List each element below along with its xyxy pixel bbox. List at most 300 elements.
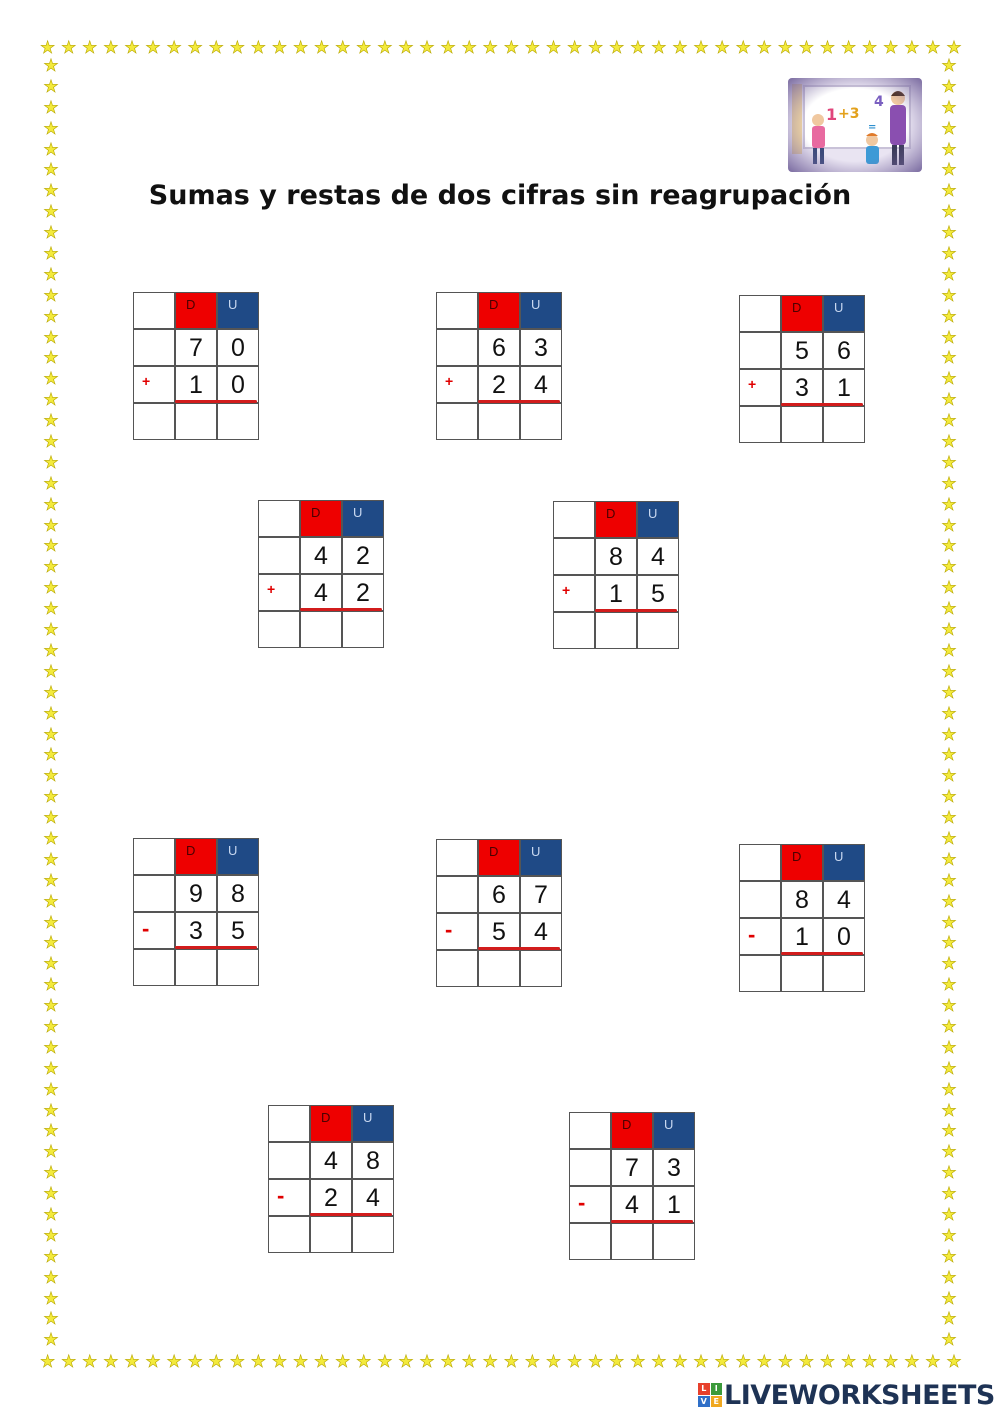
star-icon: ★ (735, 37, 751, 58)
star-icon: ★ (798, 1351, 815, 1372)
star-icon: ★ (941, 452, 957, 473)
star-icon: ★ (43, 56, 59, 76)
star-icon: ★ (43, 369, 59, 390)
star-icon: ★ (314, 37, 330, 58)
badge-letter: I (711, 1383, 723, 1395)
star-icon: ★ (43, 264, 59, 285)
star-icon: ★ (43, 118, 59, 139)
units-header: U (653, 1112, 695, 1149)
top-units-digit: 4 (823, 881, 865, 918)
answer-units-input[interactable] (637, 612, 679, 649)
empty-cell (133, 838, 175, 875)
star-icon: ★ (398, 37, 414, 58)
empty-cell (436, 876, 478, 913)
star-icon: ★ (798, 37, 815, 58)
tens-header: D (300, 500, 342, 537)
top-units-digit: 4 (637, 538, 679, 575)
empty-cell (258, 537, 300, 574)
star-icon: ★ (693, 1351, 709, 1372)
star-icon: ★ (503, 37, 519, 58)
star-icon: ★ (941, 724, 957, 745)
star-icon: ★ (588, 1351, 604, 1372)
star-icon: ★ (545, 1351, 562, 1372)
star-icon: ★ (43, 933, 59, 954)
answer-tens-input[interactable] (175, 949, 217, 986)
star-icon: ★ (941, 1267, 957, 1288)
empty-cell (258, 500, 300, 537)
operation-grid (739, 295, 865, 440)
star-icon: ★ (187, 37, 203, 58)
star-icon: ★ (314, 1351, 330, 1372)
star-icon: ★ (208, 37, 224, 58)
star-icon: ★ (941, 1204, 957, 1225)
star-icon: ★ (440, 1351, 456, 1372)
star-border-left (40, 58, 62, 1350)
top-units-digit: 3 (520, 329, 562, 366)
star-icon: ★ (43, 1163, 59, 1184)
top-units-digit: 0 (217, 329, 259, 366)
top-tens-digit: 9 (175, 875, 217, 912)
star-icon: ★ (43, 390, 59, 411)
empty-cell (268, 1216, 310, 1253)
answer-units-input[interactable] (520, 403, 562, 440)
star-icon: ★ (941, 766, 957, 787)
star-icon: ★ (777, 1351, 793, 1372)
result-line (300, 608, 382, 611)
star-icon: ★ (43, 348, 59, 369)
plus-sign: + (133, 366, 175, 403)
bottom-units-digit: 1 (653, 1186, 695, 1223)
empty-cell (133, 292, 175, 329)
star-icon: ★ (883, 1351, 899, 1372)
answer-units-input[interactable] (352, 1216, 394, 1253)
star-icon: ★ (43, 870, 59, 891)
bottom-tens-digit: 3 (175, 912, 217, 949)
answer-tens-input[interactable] (175, 403, 217, 440)
answer-tens-input[interactable] (478, 950, 520, 987)
top-tens-digit: 6 (478, 876, 520, 913)
star-icon: ★ (145, 1351, 161, 1372)
operation-grid (268, 1105, 394, 1250)
star-icon: ★ (941, 599, 957, 620)
star-icon: ★ (61, 1351, 77, 1372)
star-border-bottom (40, 1351, 962, 1373)
tens-header: D (595, 501, 637, 538)
star-icon: ★ (271, 37, 288, 58)
answer-tens-input[interactable] (595, 612, 637, 649)
star-icon: ★ (43, 849, 59, 870)
star-icon: ★ (941, 118, 957, 139)
star-icon: ★ (941, 369, 957, 390)
star-icon: ★ (43, 557, 59, 578)
empty-cell (133, 403, 175, 440)
star-icon: ★ (941, 578, 957, 599)
star-icon: ★ (145, 37, 161, 58)
empty-cell (436, 839, 478, 876)
tens-header: D (310, 1105, 352, 1142)
star-icon: ★ (43, 536, 59, 557)
star-icon: ★ (941, 1079, 957, 1100)
bottom-units-digit: 5 (217, 912, 259, 949)
star-icon: ★ (43, 1330, 59, 1351)
empty-cell (739, 844, 781, 881)
answer-tens-input[interactable] (300, 611, 342, 648)
star-icon: ★ (103, 37, 119, 58)
tens-header: D (781, 295, 823, 332)
empty-cell (436, 403, 478, 440)
star-icon: ★ (941, 828, 957, 849)
star-icon: ★ (941, 1121, 957, 1142)
star-icon: ★ (377, 1351, 393, 1372)
star-icon: ★ (941, 891, 957, 912)
star-icon: ★ (43, 76, 59, 97)
star-icon: ★ (356, 37, 372, 58)
star-icon: ★ (43, 432, 59, 453)
star-icon: ★ (941, 56, 957, 76)
star-icon: ★ (43, 244, 59, 265)
top-units-digit: 8 (352, 1142, 394, 1179)
empty-cell (553, 612, 595, 649)
star-icon: ★ (941, 202, 957, 223)
star-icon: ★ (40, 1351, 56, 1372)
minus-sign: - (739, 918, 781, 955)
bottom-tens-digit: 1 (781, 918, 823, 955)
star-icon: ★ (335, 37, 351, 58)
star-icon: ★ (756, 37, 772, 58)
star-icon: ★ (672, 1351, 688, 1372)
star-icon: ★ (941, 536, 957, 557)
star-icon: ★ (61, 37, 77, 58)
tens-header: D (175, 292, 217, 329)
star-icon: ★ (941, 808, 957, 829)
plus-sign: + (436, 366, 478, 403)
badge-letter: L (698, 1383, 710, 1395)
top-tens-digit: 7 (611, 1149, 653, 1186)
top-units-digit: 7 (520, 876, 562, 913)
empty-cell (268, 1142, 310, 1179)
star-icon: ★ (292, 1351, 309, 1372)
empty-cell (739, 332, 781, 369)
star-icon: ★ (862, 1351, 878, 1372)
star-border-top (40, 37, 962, 59)
answer-units-input[interactable] (342, 611, 384, 648)
star-icon: ★ (43, 620, 59, 641)
star-icon: ★ (43, 599, 59, 620)
star-icon: ★ (43, 1121, 59, 1142)
star-icon: ★ (941, 223, 957, 244)
empty-cell (133, 875, 175, 912)
bottom-units-digit: 1 (823, 369, 865, 406)
star-icon: ★ (941, 432, 957, 453)
star-icon: ★ (941, 390, 957, 411)
star-icon: ★ (419, 1351, 435, 1372)
operation-grid (133, 292, 259, 437)
result-line (595, 609, 677, 612)
star-icon: ★ (941, 1163, 957, 1184)
star-icon: ★ (292, 37, 309, 58)
star-icon: ★ (43, 202, 59, 223)
answer-units-input[interactable] (823, 955, 865, 992)
star-icon: ★ (335, 1351, 351, 1372)
tens-header: D (478, 839, 520, 876)
liveworksheets-logo (698, 1378, 995, 1412)
star-icon: ★ (43, 1309, 59, 1330)
star-icon: ★ (941, 620, 957, 641)
star-icon: ★ (819, 1351, 836, 1372)
star-icon: ★ (229, 37, 245, 58)
star-icon: ★ (377, 37, 393, 58)
star-icon: ★ (946, 1351, 962, 1372)
star-icon: ★ (941, 1058, 957, 1079)
star-icon: ★ (840, 1351, 857, 1372)
tens-header: D (611, 1112, 653, 1149)
star-icon: ★ (941, 348, 957, 369)
star-icon: ★ (651, 1351, 667, 1372)
answer-units-input[interactable] (217, 949, 259, 986)
empty-cell (569, 1223, 611, 1260)
empty-cell (258, 611, 300, 648)
star-icon: ★ (124, 37, 140, 58)
star-icon: ★ (566, 1351, 583, 1372)
answer-units-input[interactable] (520, 950, 562, 987)
plus-sign: + (553, 575, 595, 612)
answer-tens-input[interactable] (310, 1216, 352, 1253)
top-tens-digit: 8 (595, 538, 637, 575)
star-icon: ★ (946, 37, 962, 58)
teacher-board-icon (788, 78, 922, 172)
liveworksheets-badge-icon (698, 1383, 722, 1407)
top-tens-digit: 4 (300, 537, 342, 574)
bottom-units-digit: 5 (637, 575, 679, 612)
star-icon: ★ (524, 1351, 541, 1372)
star-icon: ★ (862, 37, 878, 58)
bottom-tens-digit: 1 (175, 366, 217, 403)
result-line (781, 952, 863, 955)
answer-units-input[interactable] (823, 406, 865, 443)
star-icon: ★ (43, 411, 59, 432)
star-icon: ★ (43, 327, 59, 348)
top-units-digit: 6 (823, 332, 865, 369)
result-line (611, 1220, 693, 1223)
answer-tens-input[interactable] (781, 406, 823, 443)
star-icon: ★ (43, 452, 59, 473)
top-tens-digit: 5 (781, 332, 823, 369)
star-icon: ★ (166, 37, 182, 58)
star-icon: ★ (941, 327, 957, 348)
answer-tens-input[interactable] (478, 403, 520, 440)
star-icon: ★ (43, 1204, 59, 1225)
star-icon: ★ (82, 1351, 98, 1372)
star-icon: ★ (941, 557, 957, 578)
star-icon: ★ (672, 37, 688, 58)
star-icon: ★ (187, 1351, 203, 1372)
star-icon: ★ (941, 1246, 957, 1267)
operation-grid (739, 844, 865, 989)
star-icon: ★ (941, 515, 957, 536)
star-icon: ★ (941, 996, 957, 1017)
result-line (175, 946, 257, 949)
star-icon: ★ (735, 1351, 751, 1372)
star-icon: ★ (43, 1246, 59, 1267)
result-line (478, 400, 560, 403)
page-title: Sumas y restas de dos cifras sin reagrupación (148, 180, 852, 211)
bottom-units-digit: 2 (342, 574, 384, 611)
operation-grid (436, 839, 562, 984)
star-icon: ★ (43, 745, 59, 766)
star-icon: ★ (941, 1309, 957, 1330)
star-icon: ★ (941, 160, 957, 181)
star-icon: ★ (883, 37, 899, 58)
star-icon: ★ (250, 1351, 267, 1372)
star-icon: ★ (941, 139, 957, 160)
star-icon: ★ (941, 954, 957, 975)
units-header: U (342, 500, 384, 537)
star-icon: ★ (941, 285, 957, 306)
star-icon: ★ (419, 37, 435, 58)
result-line (310, 1213, 392, 1216)
star-icon: ★ (43, 703, 59, 724)
star-icon: ★ (941, 264, 957, 285)
star-icon: ★ (43, 1288, 59, 1309)
star-icon: ★ (43, 640, 59, 661)
star-icon: ★ (941, 1184, 957, 1205)
star-icon: ★ (43, 1142, 59, 1163)
tens-header: D (175, 838, 217, 875)
bottom-tens-digit: 1 (595, 575, 637, 612)
star-icon: ★ (609, 37, 625, 58)
star-icon: ★ (756, 1351, 772, 1372)
star-border-right (938, 58, 960, 1350)
star-icon: ★ (43, 223, 59, 244)
star-icon: ★ (43, 578, 59, 599)
bottom-units-digit: 4 (520, 366, 562, 403)
empty-cell (436, 329, 478, 366)
operation-grid (569, 1112, 695, 1257)
star-icon: ★ (43, 285, 59, 306)
star-icon: ★ (43, 1079, 59, 1100)
star-icon: ★ (941, 473, 957, 494)
result-line (175, 400, 257, 403)
top-tens-digit: 7 (175, 329, 217, 366)
operation-grid (258, 500, 384, 645)
empty-cell (569, 1112, 611, 1149)
star-icon: ★ (941, 76, 957, 97)
star-icon: ★ (103, 1351, 119, 1372)
bottom-tens-digit: 4 (611, 1186, 653, 1223)
bottom-units-digit: 4 (352, 1179, 394, 1216)
star-icon: ★ (461, 1351, 477, 1372)
star-icon: ★ (941, 661, 957, 682)
star-icon: ★ (43, 494, 59, 515)
star-icon: ★ (941, 682, 957, 703)
star-icon: ★ (43, 975, 59, 996)
star-icon: ★ (941, 745, 957, 766)
units-header: U (823, 844, 865, 881)
star-icon: ★ (941, 494, 957, 515)
minus-sign: - (268, 1179, 310, 1216)
star-icon: ★ (777, 37, 793, 58)
star-icon: ★ (941, 1016, 957, 1037)
star-icon: ★ (941, 244, 957, 265)
star-icon: ★ (904, 1351, 920, 1372)
star-icon: ★ (941, 97, 957, 118)
star-icon: ★ (43, 1058, 59, 1079)
star-icon: ★ (630, 37, 646, 58)
empty-cell (133, 949, 175, 986)
empty-cell (553, 538, 595, 575)
star-icon: ★ (271, 1351, 288, 1372)
bottom-units-digit: 4 (520, 913, 562, 950)
top-tens-digit: 6 (478, 329, 520, 366)
star-icon: ★ (941, 1225, 957, 1246)
units-header: U (217, 292, 259, 329)
brand-name: LIVEWORKSHEETS (724, 1379, 995, 1411)
star-icon: ★ (43, 808, 59, 829)
star-icon: ★ (43, 1267, 59, 1288)
star-icon: ★ (566, 37, 583, 58)
star-icon: ★ (461, 37, 477, 58)
star-icon: ★ (43, 306, 59, 327)
star-icon: ★ (941, 933, 957, 954)
star-icon: ★ (43, 473, 59, 494)
star-icon: ★ (166, 1351, 182, 1372)
answer-tens-input[interactable] (611, 1223, 653, 1260)
units-header: U (823, 295, 865, 332)
minus-sign: - (133, 912, 175, 949)
star-icon: ★ (651, 37, 667, 58)
star-icon: ★ (40, 37, 56, 58)
star-icon: ★ (714, 37, 730, 58)
units-header: U (352, 1105, 394, 1142)
minus-sign: - (436, 913, 478, 950)
empty-cell (569, 1149, 611, 1186)
minus-sign: - (569, 1186, 611, 1223)
top-units-digit: 3 (653, 1149, 695, 1186)
star-icon: ★ (941, 1330, 957, 1351)
star-icon: ★ (82, 37, 98, 58)
empty-cell (739, 406, 781, 443)
empty-cell (739, 881, 781, 918)
units-header: U (217, 838, 259, 875)
star-icon: ★ (43, 996, 59, 1017)
star-icon: ★ (941, 703, 957, 724)
star-icon: ★ (43, 891, 59, 912)
bottom-tens-digit: 4 (300, 574, 342, 611)
answer-units-input[interactable] (217, 403, 259, 440)
units-header: U (637, 501, 679, 538)
star-icon: ★ (43, 766, 59, 787)
star-icon: ★ (356, 1351, 372, 1372)
empty-cell (133, 329, 175, 366)
answer-tens-input[interactable] (781, 955, 823, 992)
star-icon: ★ (43, 787, 59, 808)
star-icon: ★ (941, 787, 957, 808)
empty-cell (739, 955, 781, 992)
tens-header: D (781, 844, 823, 881)
star-icon: ★ (482, 1351, 498, 1372)
units-header: U (520, 292, 562, 329)
top-units-digit: 8 (217, 875, 259, 912)
star-icon: ★ (941, 975, 957, 996)
bottom-tens-digit: 2 (310, 1179, 352, 1216)
star-icon: ★ (941, 849, 957, 870)
answer-units-input[interactable] (653, 1223, 695, 1260)
star-icon: ★ (43, 515, 59, 536)
star-icon: ★ (503, 1351, 519, 1372)
top-tens-digit: 4 (310, 1142, 352, 1179)
star-icon: ★ (925, 1351, 941, 1372)
star-icon: ★ (43, 661, 59, 682)
